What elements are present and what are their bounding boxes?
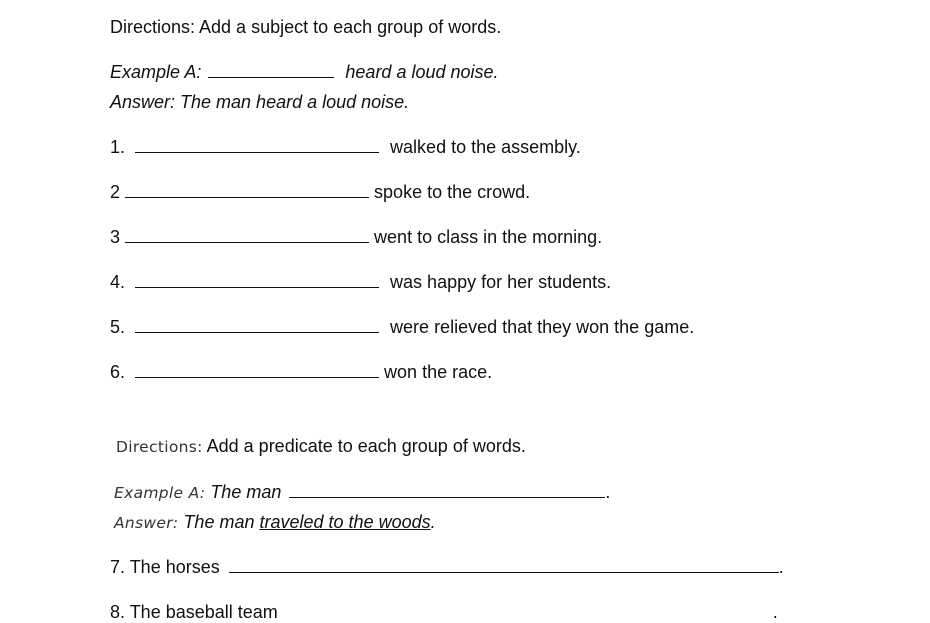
item-text: won the race.	[384, 362, 493, 382]
answer-predicate: traveled to the woods	[259, 512, 431, 532]
answer-blank[interactable]	[135, 271, 379, 288]
answer-subject: The man	[183, 512, 255, 532]
section2-example	[114, 481, 610, 504]
answer-label: Answer:	[114, 514, 179, 532]
item-end: .	[778, 557, 784, 577]
subject-item-6	[110, 361, 492, 383]
example-blank	[289, 481, 605, 498]
item-end: .	[772, 602, 778, 622]
answer-end: .	[430, 512, 436, 532]
item-number: 2	[110, 182, 121, 202]
subject-item-3	[110, 226, 602, 248]
answer-blank[interactable]	[125, 226, 369, 243]
item-text: went to class in the morning.	[374, 227, 603, 247]
directions-text: Add a predicate to each group of words.	[206, 436, 526, 456]
item-text: was happy for her students.	[390, 272, 612, 292]
item-number: 6.	[110, 362, 126, 382]
section2-answer	[114, 511, 436, 534]
section1-directions: Directions: Add a subject to each group of words.	[110, 17, 502, 37]
item-text: were relieved that they won the game.	[390, 317, 695, 337]
subject-item-5	[110, 316, 694, 338]
directions-label: Directions:	[116, 438, 203, 456]
example-label: Example A:	[114, 484, 206, 502]
item-text: walked to the assembly.	[390, 137, 581, 157]
example-blank	[208, 61, 334, 78]
example-rest: heard a loud noise.	[345, 62, 499, 82]
item-number: 4.	[110, 272, 126, 292]
answer-blank[interactable]	[135, 361, 379, 378]
item-number: 1.	[110, 137, 126, 157]
answer-blank[interactable]	[135, 316, 379, 333]
answer-blank[interactable]	[125, 181, 369, 198]
item-text: 7. The horses	[110, 557, 220, 577]
predicate-item-7	[110, 556, 784, 578]
item-number: 5.	[110, 317, 126, 337]
example-end: .	[605, 482, 611, 502]
item-text: spoke to the crowd.	[374, 182, 531, 202]
section1-answer: Answer: The man heard a loud noise.	[110, 92, 410, 112]
answer-blank[interactable]	[229, 556, 779, 573]
example-subject: The man	[210, 482, 282, 502]
subject-item-2	[110, 181, 530, 203]
item-number: 3	[110, 227, 121, 247]
section2-directions	[116, 435, 526, 458]
subject-item-1	[110, 136, 581, 158]
section1-example	[110, 61, 499, 83]
example-label: Example A:	[110, 62, 202, 82]
subject-item-4	[110, 271, 611, 293]
item-text: 8. The baseball team	[110, 602, 278, 622]
answer-blank[interactable]	[135, 136, 379, 153]
